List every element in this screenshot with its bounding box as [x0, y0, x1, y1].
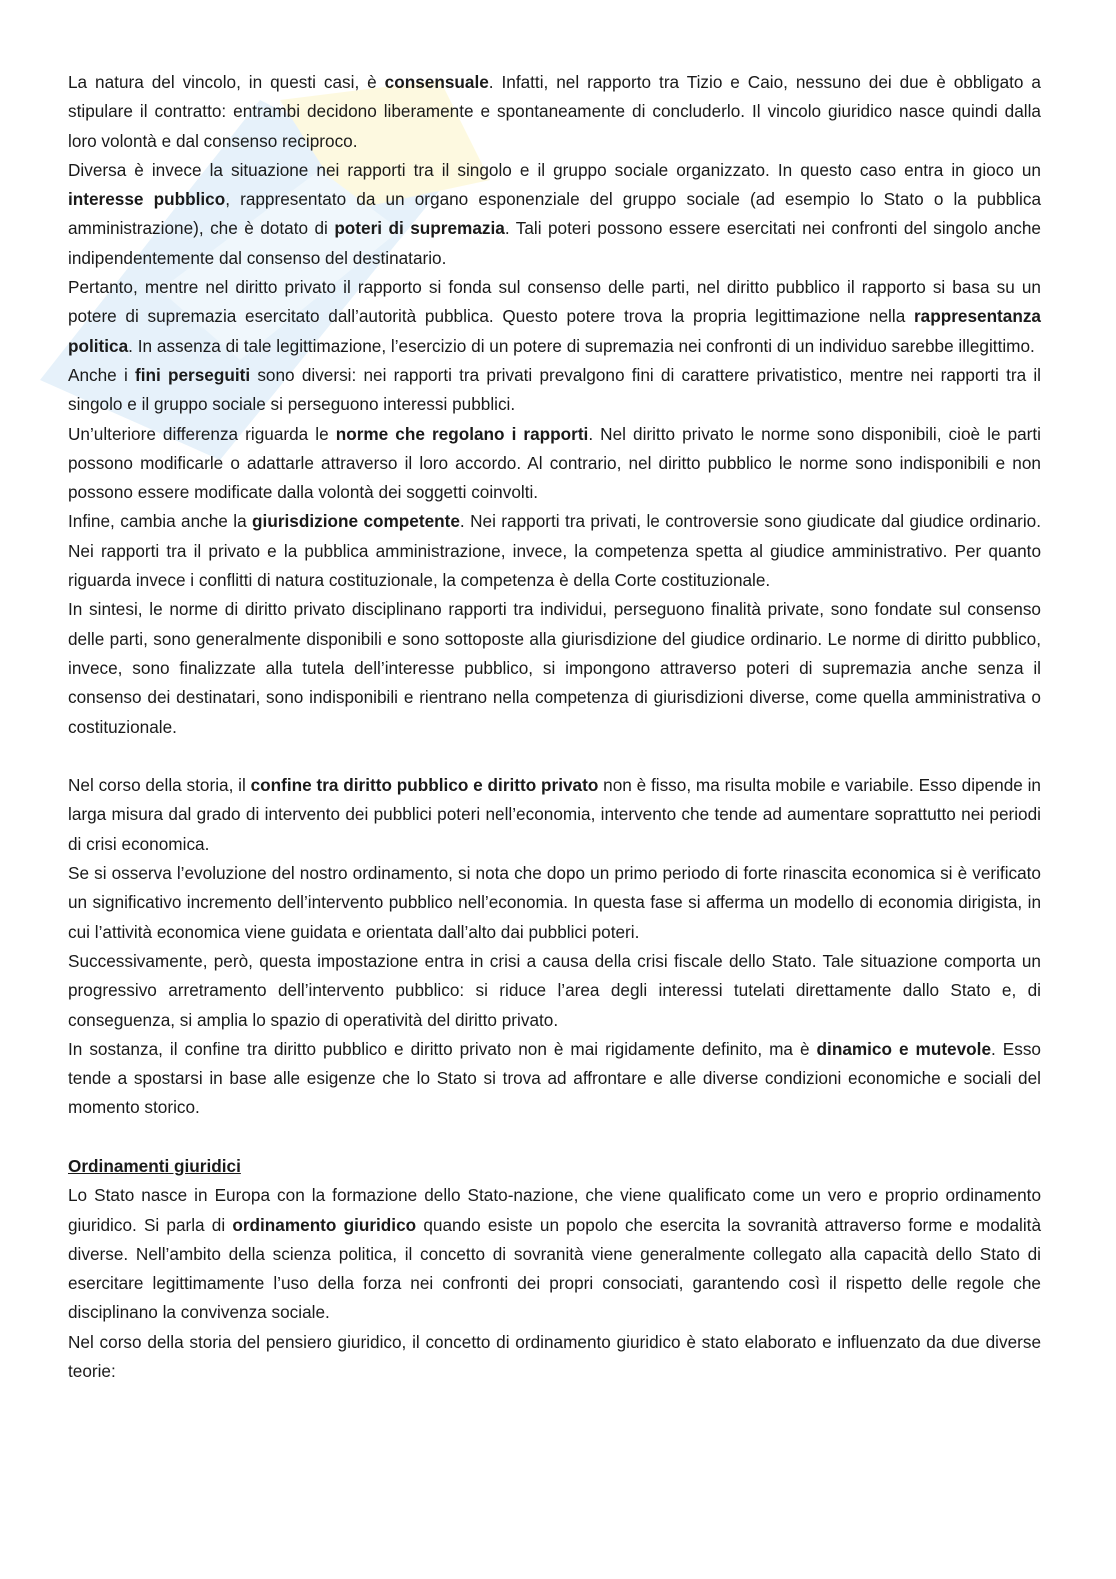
text-run: Un’ulteriore differenza riguarda le [68, 423, 336, 444]
text-run: In sostanza, il confine tra diritto pubblico e diritto privato non è mai rigidamente definito, ma è [68, 1038, 817, 1059]
paragraph [68, 507, 1041, 595]
text-run: , rappresentato da un organo esponenziale del gruppo sociale (ad esempio lo Stato o la pubblica amministrazione), che è dotato di [68, 189, 1042, 239]
bold-term: confine tra diritto pubblico e diritto privato [250, 775, 599, 796]
text-run: . Nel diritto privato le norme sono disponibili, cioè le parti possono modificarle o adattarle attraverso il loro accordo. Al contrario, nel diritto pubblico le norme sono indisponibili e non possono essere modificate dalla volontà dei soggetti coinvolti. [68, 423, 1042, 503]
bold-term: fini perseguiti [135, 364, 251, 385]
text-run: Diversa è invece la situazione nei rapporti tra il singolo e il gruppo sociale organizzato. In questo caso entra in gioco un [68, 159, 1041, 180]
paragraph [68, 156, 1041, 273]
paragraph [68, 273, 1041, 361]
text-run: . Esso tende a spostarsi in base alle esigenze che lo Stato si trova ad affrontare e alle diverse condizioni economiche e sociali del momento storico. [68, 1038, 1041, 1118]
paragraph [68, 1328, 1041, 1387]
text-run: quando esiste un popolo che esercita la sovranità attraverso forme e modalità diverse. Nell’ambito della scienza politica, il concetto di sovranità viene generalmente collegato alla capacità dello Stato di esercitare legittimamente l’uso della forza nei confronti dei propri consociati, garantendo così il rispetto delle regole che disciplinano la convivenza sociale. [68, 1214, 1041, 1323]
text-run: non è fisso, ma risulta mobile e variabile. Esso dipende in larga misura dal grado di intervento dei pubblici poteri nell’economia, intervento che tende ad aumentare soprattutto nei periodi di crisi economica. [68, 775, 1041, 854]
bold-term: giurisdizione competente [252, 511, 460, 532]
text-run: . Nei rapporti tra privati, le controversie sono giudicate dal giudice ordinario. Nei rapporti tra il privato e la pubblica amministrazione, invece, la competenza spetta al giudice amministrativo. Per quanto riguarda invece i conflitti di natura costituzionale, la competenza è della Corte costituzionale. [68, 511, 1041, 591]
text-run: . Infatti, nel rapporto tra Tizio e Caio, nessuno dei due è obbligato a stipulare il contratto: entrambi decidono liberamente e spontaneamente di concluderlo. Il vincolo giuridico nasce quindi dalla loro volontà e dal consenso reciproco. [68, 72, 1041, 151]
section-heading: Ordinamenti giuridici [68, 1155, 241, 1176]
document-page [68, 68, 1041, 1386]
bold-term: interesse pubblico [68, 189, 226, 210]
paragraph [68, 859, 1041, 947]
bold-term: ordinamento giuridico [232, 1214, 417, 1235]
paragraph [68, 1181, 1041, 1327]
text-run: Lo Stato nasce in Europa con la formazione dello Stato-nazione, che viene qualificato come un vero e proprio ordinamento giuridico. Si parla di [68, 1185, 1041, 1235]
paragraph [68, 68, 1041, 156]
body-text-part-1 [68, 68, 1041, 1123]
bold-term: dinamico e mutevole [816, 1038, 991, 1059]
paragraph [68, 1035, 1041, 1123]
text-run: Nel corso della storia del pensiero giuridico, il concetto di ordinamento giuridico è stato elaborato e influenzato da due diverse teorie: [68, 1331, 1041, 1382]
text-run: In sintesi, le norme di diritto privato disciplinano rapporti tra individui, perseguono finalità private, sono fondate sul consenso delle parti, sono generalmente disponibili e sono sottoposte alla giurisdizione del giudice ordinario. Le norme di diritto pubblico, invece, sono finalizzate alla tutela dell’interesse pubblico, si impongono attraverso poteri di supremazia anche senza il consenso dei destinatari, sono indisponibili e rientrano nella competenza di giurisdizioni diverse, come quella amministrativa o costituzionale. [68, 599, 1041, 737]
text-run: . Tali poteri possono essere esercitati nei confronti del singolo anche indipendentemente dal consenso del destinatario. [68, 218, 1041, 268]
paragraph [68, 420, 1041, 508]
bold-term: rappresentanza politica [68, 306, 1041, 356]
text-run: Nel corso della storia, il [68, 775, 251, 796]
text-run: Infine, cambia anche la [68, 511, 253, 532]
paragraph [68, 771, 1041, 859]
paragraph [68, 361, 1041, 420]
paragraph [68, 947, 1041, 1035]
bold-term: norme che regolano i rapporti [335, 423, 589, 444]
body-text-part-2 [68, 1181, 1041, 1386]
text-run: Pertanto, mentre nel diritto privato il rapporto si fonda sul consenso delle parti, nel diritto pubblico il rapporto si basa su un potere di supremazia esercitato dall’autorità pubblica. Questo potere trova la propria legittimazione nella [68, 277, 1041, 327]
text-run: La natura del vincolo, in questi casi, è [68, 72, 385, 92]
text-run: sono diversi: nei rapporti tra privati prevalgono fini di carattere privatistico, mentre nei rapporti tra il singolo e il gruppo sociale si perseguono interessi pubblici. [68, 364, 1041, 415]
text-run: Se si osserva l’evoluzione del nostro ordinamento, si nota che dopo un primo periodo di forte rinascita economica si è verificato un significativo incremento dell’intervento pubblico nell’economia. In questa fase si afferma un modello di economia dirigista, in cui l’attività economica viene guidata e orientata dall’alto dai pubblici poteri. [68, 863, 1041, 942]
text-run: Anche i [68, 364, 135, 385]
text-run: . In assenza di tale legittimazione, l’esercizio di un potere di supremazia nei confronti di un individuo sarebbe illegittimo. [128, 335, 1035, 356]
paragraph [68, 595, 1041, 741]
bold-term: poteri di supremazia [334, 218, 505, 239]
bold-term: consensuale [384, 72, 489, 92]
text-run: Successivamente, però, questa impostazione entra in crisi a causa della crisi fiscale dello Stato. Tale situazione comporta un progressivo arretramento dell’intervento pubblico: si riduce l’area degli interessi tutelati direttamente dallo Stato e, di conseguenza, si amplia lo spazio di operatività del diritto privato. [68, 950, 1041, 1030]
